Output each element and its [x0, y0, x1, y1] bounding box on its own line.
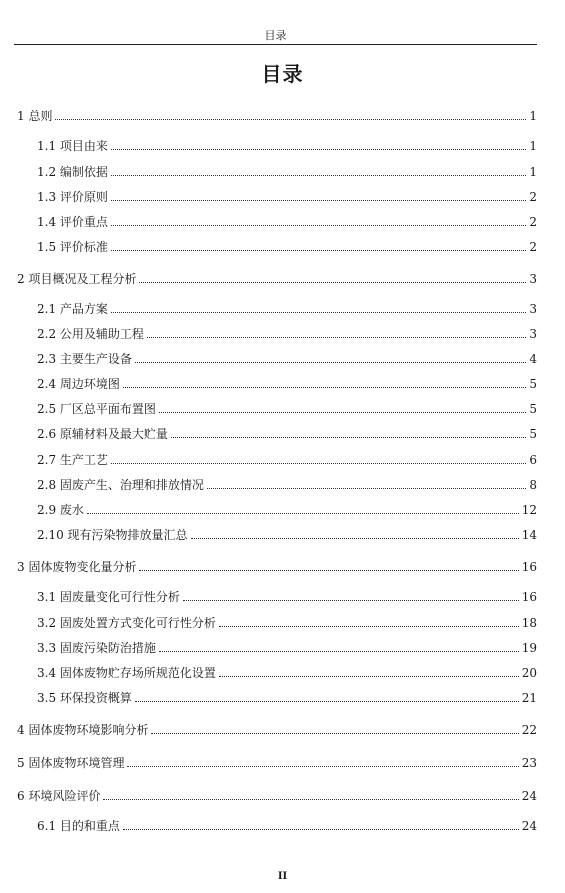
toc-entry[interactable]	[17, 756, 537, 770]
toc-entry-label: 5 固体废物环境管理	[17, 756, 125, 770]
toc-leader-dots	[111, 175, 526, 176]
toc-entry[interactable]	[17, 109, 537, 123]
toc-leader-dots	[111, 225, 526, 226]
toc-leader-dots	[219, 626, 519, 627]
toc-entry-label: 1.4 评价重点	[37, 215, 108, 229]
toc-entry-label: 4 固体废物环境影响分析	[17, 723, 149, 737]
toc-entry-page: 4	[529, 352, 537, 366]
toc-leader-dots	[139, 282, 526, 283]
toc-entry[interactable]	[37, 327, 537, 341]
toc-leader-dots	[135, 362, 526, 363]
toc-entry[interactable]	[37, 215, 537, 229]
toc-entry-page: 16	[521, 560, 537, 574]
toc-leader-dots	[183, 600, 519, 601]
toc-entry[interactable]	[17, 560, 537, 574]
toc-entry-page: 16	[521, 590, 537, 604]
toc-entry-page: 3	[529, 327, 537, 341]
toc-leader-dots	[111, 200, 526, 201]
toc-entry[interactable]	[37, 478, 537, 492]
toc-leader-dots	[111, 250, 526, 251]
toc-entry-page: 6	[529, 453, 537, 467]
toc-entry[interactable]	[37, 402, 537, 416]
toc-entry[interactable]	[17, 272, 537, 286]
toc-entry-label: 2.4 周边环境图	[37, 377, 120, 391]
toc-entry-page: 21	[521, 691, 537, 705]
toc-leader-dots	[147, 337, 526, 338]
toc-leader-dots	[123, 829, 519, 830]
toc-entry-label: 1.2 编制依据	[37, 165, 108, 179]
toc-entry-label: 2 项目概况及工程分析	[17, 272, 137, 286]
toc-leader-dots	[139, 570, 518, 571]
toc-entry-page: 1	[529, 139, 537, 153]
toc-entry-page: 1	[529, 165, 537, 179]
toc-entry-label: 2.3 主要生产设备	[37, 352, 132, 366]
toc-entry-page: 14	[521, 528, 537, 542]
toc-leader-dots	[171, 437, 526, 438]
toc-entry-label: 2.1 产品方案	[37, 302, 108, 316]
toc-entry[interactable]	[37, 240, 537, 254]
page-title: 目录	[261, 62, 304, 86]
toc-entry[interactable]	[37, 190, 537, 204]
toc-entry-label: 2.2 公用及辅助工程	[37, 327, 144, 341]
toc-entry[interactable]	[37, 666, 537, 680]
toc-entry-page: 8	[529, 478, 537, 492]
toc-entry-label: 1.3 评价原则	[37, 190, 108, 204]
toc-entry-label: 2.7 生产工艺	[37, 453, 108, 467]
toc-entry-label: 3.2 固废处置方式变化可行性分析	[37, 616, 216, 630]
toc-entry-page: 5	[529, 377, 537, 391]
toc-entry[interactable]	[37, 528, 537, 542]
toc-entry[interactable]	[37, 819, 537, 833]
toc-leader-dots	[127, 766, 518, 767]
toc-entry-page: 3	[529, 302, 537, 316]
toc-leader-dots	[151, 733, 518, 734]
toc-entry[interactable]	[37, 691, 537, 705]
toc-entry-label: 3.3 固废污染防治措施	[37, 641, 156, 655]
toc-entry[interactable]	[37, 453, 537, 467]
toc-entry-page: 24	[521, 789, 537, 803]
toc-entry-page: 3	[529, 272, 537, 286]
toc-entry[interactable]	[37, 616, 537, 630]
page-number: II	[277, 871, 288, 882]
toc-leader-dots	[87, 513, 519, 514]
toc-entry-label: 3.1 固废量变化可行性分析	[37, 590, 180, 604]
toc-leader-dots	[103, 799, 518, 800]
toc-entry-page: 22	[521, 723, 537, 737]
toc-entry[interactable]	[37, 590, 537, 604]
toc-entry[interactable]	[37, 165, 537, 179]
toc-entry[interactable]	[37, 427, 537, 441]
toc-leader-dots	[123, 387, 526, 388]
toc-entry-page: 19	[521, 641, 537, 655]
toc-leader-dots	[135, 701, 519, 702]
toc-entry[interactable]	[37, 503, 537, 517]
toc-entry-page: 2	[529, 190, 537, 204]
toc-entry[interactable]	[17, 789, 537, 803]
toc-entry-page: 23	[521, 756, 537, 770]
toc-entry-label: 6.1 目的和重点	[37, 819, 120, 833]
toc-entry-label: 2.5 厂区总平面布置图	[37, 402, 156, 416]
toc-entry[interactable]	[37, 302, 537, 316]
toc-leader-dots	[207, 488, 526, 489]
header-rule	[14, 44, 537, 45]
toc-entry-label: 6 环境风险评价	[17, 789, 101, 803]
toc-entry-page: 1	[529, 109, 537, 123]
toc-leader-dots	[55, 119, 526, 120]
toc-entry[interactable]	[37, 641, 537, 655]
toc-leader-dots	[111, 463, 526, 464]
toc-entry-page: 18	[521, 616, 537, 630]
toc-entry-label: 3.5 环保投资概算	[37, 691, 132, 705]
running-header: 目录	[264, 29, 287, 42]
toc-entry-label: 1.1 项目由来	[37, 139, 108, 153]
toc-entry-label: 2.9 废水	[37, 503, 84, 517]
toc-leader-dots	[219, 676, 519, 677]
toc-entry-page: 12	[521, 503, 537, 517]
toc-entry-page: 2	[529, 240, 537, 254]
toc-leader-dots	[111, 149, 526, 150]
toc-entry-page: 5	[529, 402, 537, 416]
toc-entry-page: 5	[529, 427, 537, 441]
toc-entry[interactable]	[37, 377, 537, 391]
toc-entry-page: 2	[529, 215, 537, 229]
toc-entry-label: 3 固体废物变化量分析	[17, 560, 137, 574]
toc-entry-label: 1.5 评价标准	[37, 240, 108, 254]
toc-entry-label: 2.6 原辅材料及最大贮量	[37, 427, 168, 441]
toc-entry[interactable]	[17, 723, 537, 737]
toc-entry[interactable]	[37, 352, 537, 366]
toc-leader-dots	[111, 312, 526, 313]
toc-leader-dots	[159, 412, 526, 413]
toc-entry-label: 3.4 固体废物贮存场所规范化设置	[37, 666, 216, 680]
toc-entry-page: 24	[521, 819, 537, 833]
toc-entry-page: 20	[521, 666, 537, 680]
toc-entry-label: 2.8 固废产生、治理和排放情况	[37, 478, 204, 492]
toc-entry-label: 1 总则	[17, 109, 53, 123]
toc-entry[interactable]	[37, 139, 537, 153]
toc-entry-label: 2.10 现有污染物排放量汇总	[37, 528, 188, 542]
toc-leader-dots	[159, 651, 519, 652]
toc-leader-dots	[191, 538, 519, 539]
